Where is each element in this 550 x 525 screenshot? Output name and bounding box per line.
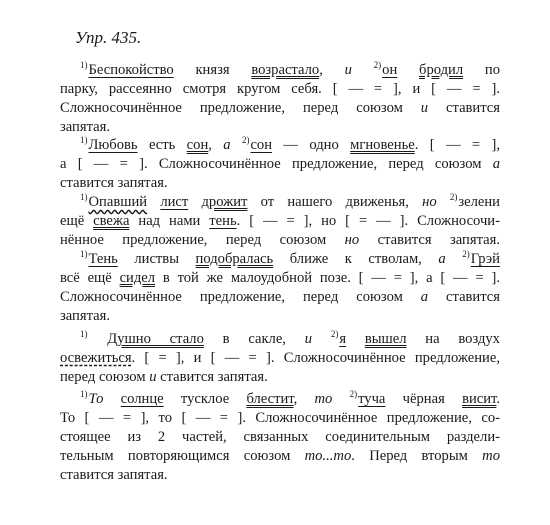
text-line: ещё свежа над нами тень. [ — = ], но [ = — ]. Сложносочи- — [60, 213, 500, 229]
text-line: а [ — = ]. Сложносочинённое предложение, перед союзом а — [60, 156, 500, 172]
text-line: запятая. — [60, 308, 110, 324]
text-line: $^{1)}$Беспокойство князя возрастало, и $^{2)}$он бродил по — [80, 60, 501, 78]
text-line: $^{1)}$Опавший лист дрожит от нашего движенья, но $^{2)}$зелени — [80, 192, 500, 210]
text-line: нённое предложение, перед союзом но ставится запятая. — [60, 232, 500, 248]
exercise-title: Упр. 435. — [75, 28, 142, 47]
text-line: $^{1)}$Тень листвы подобралась ближе к стволам, а $^{2)}$Грэй — [80, 249, 500, 267]
text-line: тельным повторяющимся союзом то...то. Перед вторым то — [60, 448, 501, 464]
text-line: освежиться. [ = ], и [ — = ]. Сложносочинённое предложение, — [60, 350, 500, 366]
text-line: перед союзом и ставится запятая. — [60, 369, 268, 385]
text-line: ставится запятая. — [60, 467, 168, 483]
text-line: запятая. — [60, 119, 110, 135]
text-line: ставится запятая. — [60, 175, 168, 191]
text-line: Сложносочинённое предложение, перед союзом и ставится — [60, 100, 500, 116]
text-line: $^{1)}$То солнце тусклое блестит, то $^{2)}$туча чёрная висит. — [80, 389, 500, 407]
text-line: стоящее из 2 частей, связанных соединительным раздели- — [60, 429, 500, 445]
text-line: $^{1)}$Любовь есть сон, а $^{2)}$сон — одно мгновенье. [ — = ], — [80, 135, 501, 153]
text-line: всё ещё сидел в той же малоудобной позе. [ — = ], а [ — = ]. — [60, 270, 500, 286]
text-line: Сложносочинённое предложение, перед союзом а ставится — [60, 289, 500, 305]
text-line: $^{1)}$ Душно стало в сакле, и $^{2)}$я вышел на воздух — [80, 329, 500, 347]
text-line: То [ — = ], то [ — = ]. Сложносочинённое предложение, со- — [60, 410, 500, 426]
text-line: парку, рассеянно смотря кругом себя. [ — = ], и [ — = ]. — [60, 81, 500, 97]
